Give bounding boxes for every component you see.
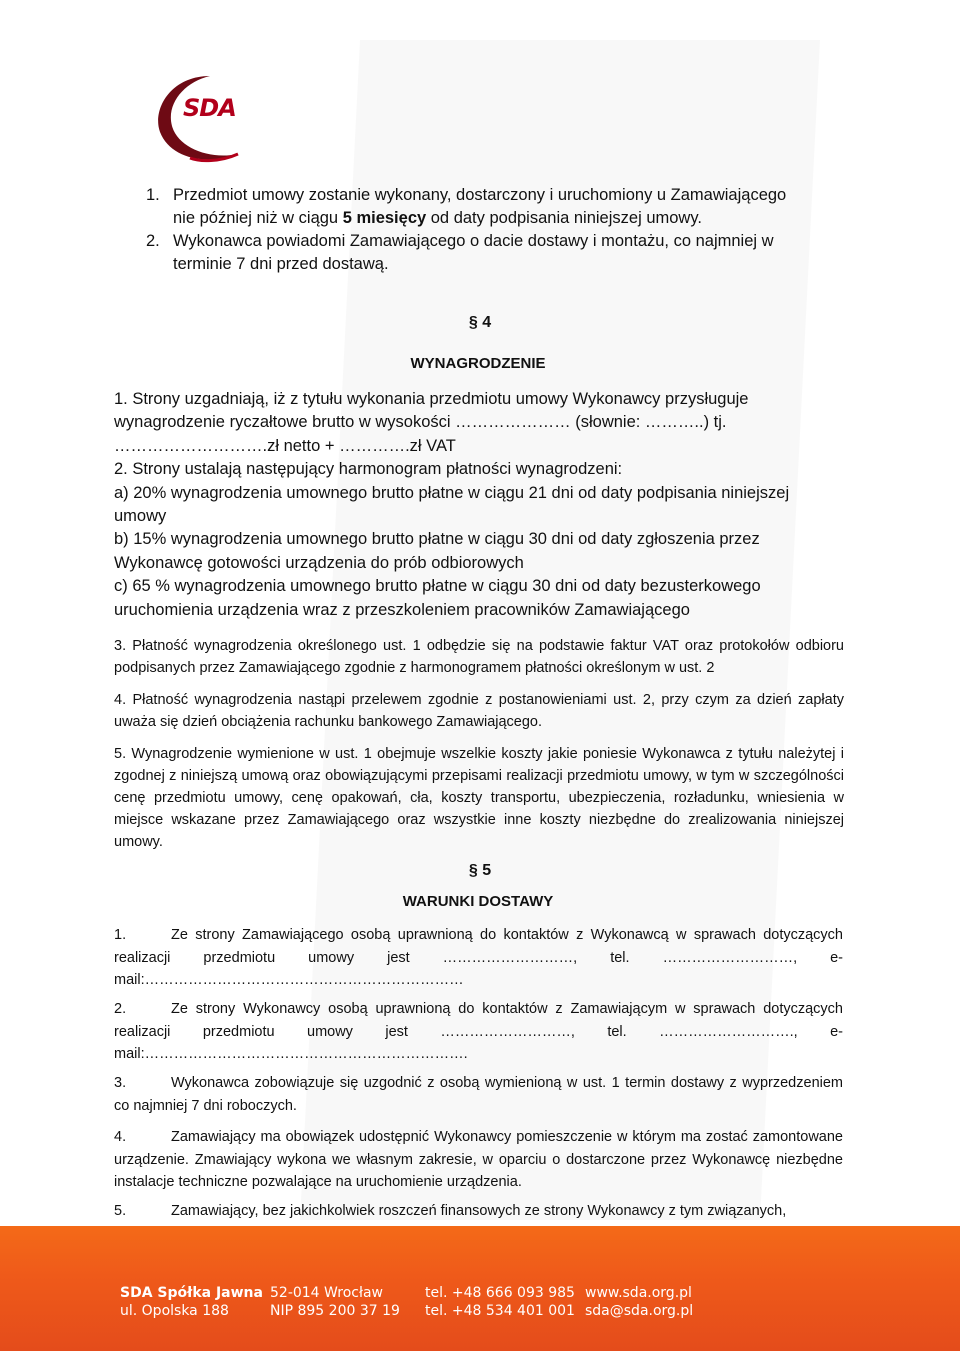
section-4-title: WYNAGRODZENIE xyxy=(410,355,546,372)
payment-a: a) 20% wynagrodzenia umownego brutto płatne w ciągu 21 dni od daty podpisania niniejszej umowy xyxy=(114,483,790,526)
footer-company xyxy=(120,1284,263,1320)
deadline-bold: 5 miesięcy xyxy=(342,209,427,227)
delivery-terms-list xyxy=(146,184,846,276)
delivery-condition-3: 3. Wykonawca zobowiązuje się uzgodnić z osobą wymienioną w ust. 1 termin dostawy z wyprzedzeniem co najmniej 7 dni roboczych. xyxy=(114,1075,843,1114)
delivery-condition-2: 2. Ze strony Wykonawcy osobą uprawnioną do kontaktów z Zamawiającym w sprawach dotyczących realizacji przedmiotu umowy jest ………………………, tel. ………………………., e-mail:…………………………………………………………. xyxy=(114,1001,843,1062)
section-4-symbol: § 4 xyxy=(468,314,492,331)
section-5-symbol: § 5 xyxy=(468,862,492,879)
website-link[interactable]: www.sda.org.pl xyxy=(585,1285,692,1301)
company-nip: NIP 895 200 37 19 xyxy=(270,1303,400,1319)
payment-schedule-heading: 2. Strony ustalają następujący harmonogram płatności wynagrodzeni: xyxy=(114,460,623,479)
remuneration-clause-4: 4. Płatność wynagrodzenia nastąpi przelewem zgodnie z postanowieniami ust. 2, przy czym za dzień zapłaty uważa się dzień obciążenia rachunku bankowego Zamawiającego. xyxy=(114,692,844,730)
list-number: 1. xyxy=(146,186,160,204)
list-text: Wykonawca powiadomi Zamawiającego o dacie dostawy i montażu, co najmniej w xyxy=(173,232,774,250)
section-5-title: WARUNKI DOSTAWY xyxy=(402,893,554,910)
list-number: 2. xyxy=(146,232,160,250)
footer-phones xyxy=(425,1284,575,1320)
payment-c: c) 65 % wynagrodzenia umownego brutto płatne w ciągu 30 dni od daty bezusterkowego uruchomienia urządzenia wraz z przeszkoleniem pracowników Zamawiającego xyxy=(114,577,761,619)
company-name: SDA Spółka Jawna xyxy=(120,1285,263,1301)
company-street: ul. Opolska 188 xyxy=(120,1303,229,1319)
remuneration-clause-5: 5. Wynagrodzenie wymienione w ust. 1 obejmuje wszelkie koszty jakie poniesie Wykonawca z tytułu należytej i zgodnej z niniejszą umową oraz obowiązującymi przepisami realizacji przedmiotu umowy, w tym w szczególności cenę przedmiotu umowy, cenę opakowań, cła, koszty transportu, ubezpieczenia, rozładunku, wniesienia w miejsce wskazane przez Zamawiającego oraz wszystkie inne koszty niezbędne do zrealizowania niniejszej umowy. xyxy=(114,746,844,850)
footer-city-nip xyxy=(270,1284,400,1320)
delivery-condition-1: 1. Ze strony Zamawiającego osobą uprawnioną do kontaktów z Wykonawcą w sprawach dotyczących realizacji przedmiotu umowy jest ………………………, tel. ………………………, e-mail:………………………………………………………… xyxy=(114,927,843,988)
list-text: Przedmiot umowy zostanie wykonany, dostarczony i uruchomiony u Zamawiającego xyxy=(173,186,787,204)
phone-2: tel. +48 534 401 001 xyxy=(425,1303,575,1319)
payment-b: b) 15% wynagrodzenia umownego brutto płatne w ciągu 30 dni od daty zgłoszenia przez Wykonawcę gotowości urządzenia do prób odbiorowych xyxy=(114,530,760,572)
logo-text: SDA xyxy=(183,94,236,122)
email-link[interactable]: sda@sda.org.pl xyxy=(585,1303,694,1319)
phone-1: tel. +48 666 093 985 xyxy=(425,1285,575,1301)
remuneration-clause-3: 3. Płatność wynagrodzenia określonego ust. 1 odbędzie się na podstawie faktur VAT oraz protokołów odbioru podpisanych przez Zamawiającego zgodnie z harmonogramem płatności określonym w ust. 2 xyxy=(114,638,844,676)
page-footer xyxy=(0,1226,960,1351)
list-text: nie później niż w ciągu 5 miesięcy od daty podpisania niniejszej umowy. xyxy=(173,209,702,227)
delivery-condition-4: 4. Zamawiający ma obowiązek udostępnić Wykonawcy pomieszczenie w którym ma zostać zamontowane urządzenie. Zmawiający wykona we własnym zakresie, w oparciu o dostarczone przez Wykonawcę niezbędne instalacje techniczne pozwalające na uruchomienie urządzenia. xyxy=(114,1129,843,1190)
company-city: 52-014 Wrocław xyxy=(270,1285,383,1301)
footer-web xyxy=(585,1284,693,1320)
delivery-condition-5: 5. Zamawiający, bez jakichkolwiek roszczeń finansowych ze strony Wykonawcy z tym związanych, xyxy=(114,1203,787,1219)
remuneration-clause-1: 1. Strony uzgadniają, iż z tytułu wykonania przedmiotu umowy Wykonawcy przysługuje wynagrodzenie ryczałtowe brutto w wysokości ………………… (słownie: ………..) tj. ……………………….zł netto + ………….zł VAT 2. Strony ustalają następujący harmonogram płatności wynagrodzeni: a) 20% wynagrodzenia umownego brutto płatne w ciągu 21 dni od daty podpisania niniejszej umowy b) 15% wynagrodzenia umownego brutto płatne w ciągu 30 dni od daty zgłoszenia przez Wykonawcę gotowości urządzenia do prób odbiorowych c) 65 % wynagrodzenia umownego brutto płatne w ciągu 30 dni od daty bezusterkowego uruchomienia urządzenia wraz z przeszkoleniem pracowników Zamawiającego xyxy=(114,388,844,622)
list-item xyxy=(146,184,846,230)
list-item xyxy=(146,230,846,276)
list-text: terminie 7 dni przed dostawą. xyxy=(173,255,389,273)
